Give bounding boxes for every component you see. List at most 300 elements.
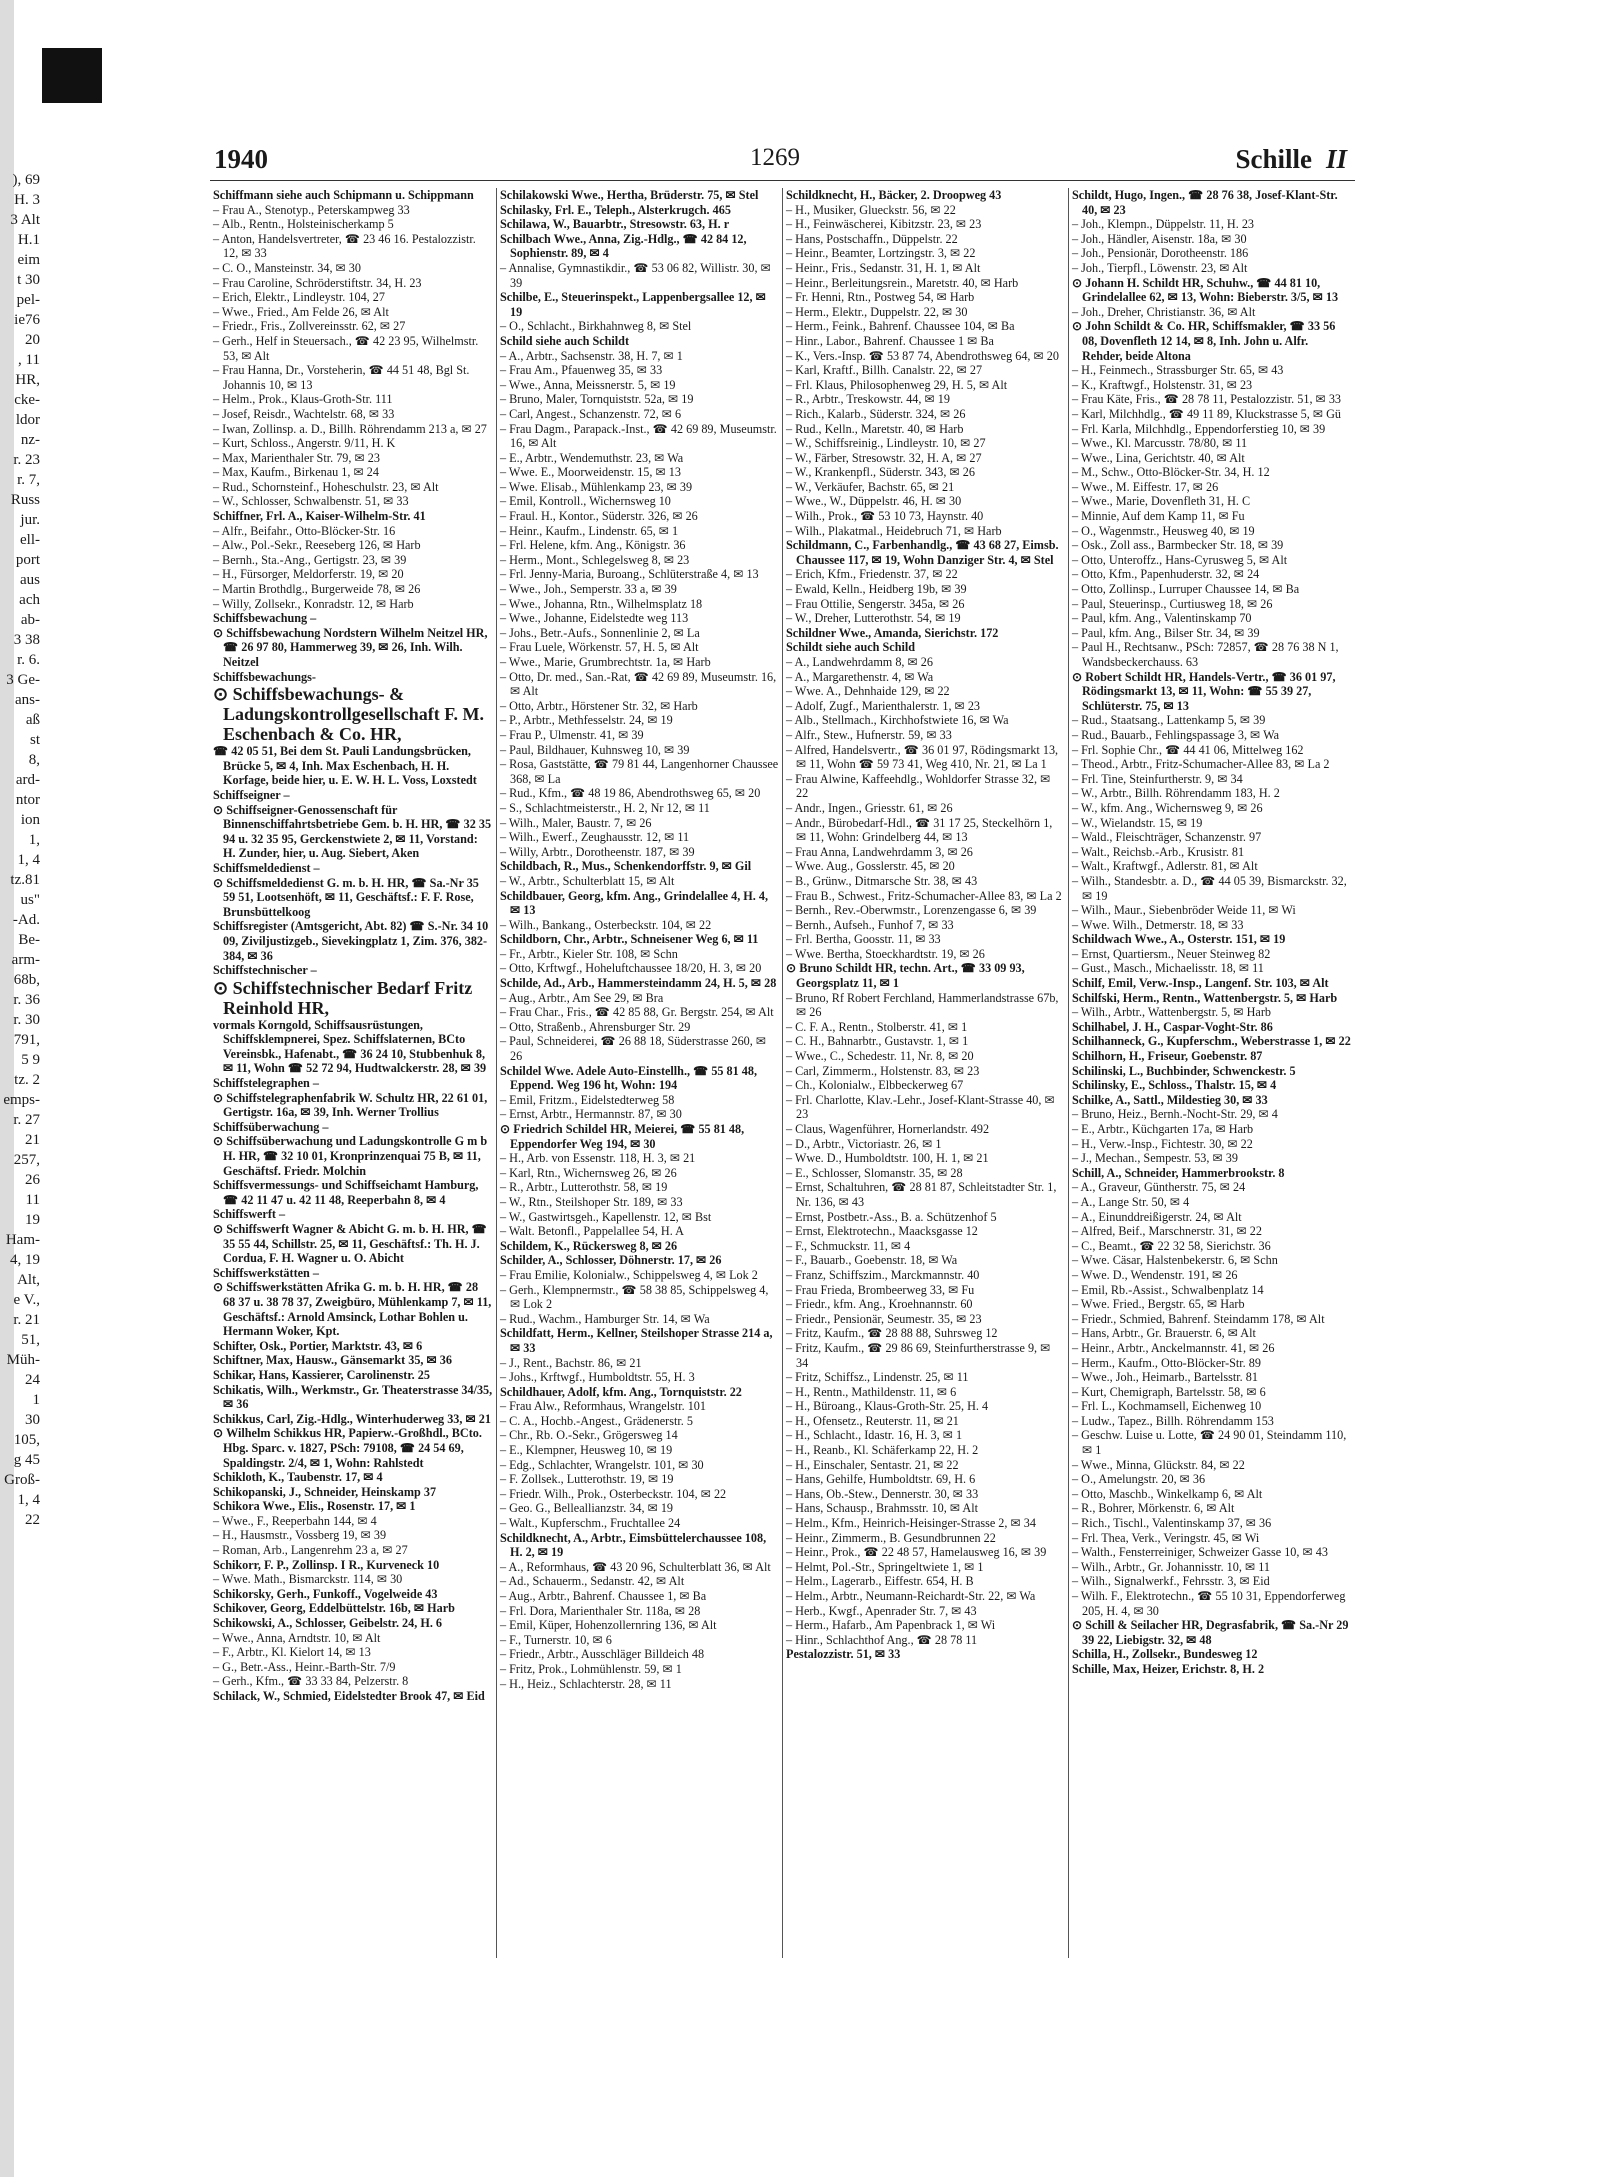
directory-entry: – Paul, kfm. Ang., Valentinskamp 70 xyxy=(1072,611,1252,626)
margin-fragment: Alt, xyxy=(17,1272,40,1288)
directory-entry: – H., Verw.-Insp., Fichtestr. 30, ✉ 22 xyxy=(1072,1136,1253,1151)
directory-entry: Schikowski, A., Schlosser, Geibelstr. 24, H. 6 xyxy=(213,1616,443,1631)
directory-entry: – Frau Anna, Landwehrdamm 3, ✉ 26 xyxy=(786,844,973,859)
margin-fragment: cke- xyxy=(14,392,40,408)
directory-entry: – Walt., Kraftwgf., Adlerstr. 81, ✉ Alt xyxy=(1072,859,1258,874)
margin-fragment: arm- xyxy=(11,952,40,968)
directory-entry: Schiffswerft – xyxy=(213,1207,286,1222)
directory-entry: – Fritz, Kaufm., ☎ 29 86 69, Steinfurtherstrasse 9, ✉ 34 xyxy=(786,1340,1051,1370)
directory-entry: – Wwe. Math., Bismarckstr. 114, ✉ 30 xyxy=(213,1572,403,1587)
margin-fragment: 3 Alt xyxy=(10,212,40,228)
directory-entry: – G., Betr.-Ass., Heinr.-Barth-Str. 7/9 xyxy=(213,1659,396,1674)
directory-entry: – Wwe. E., Moorweidenstr. 15, ✉ 13 xyxy=(500,465,681,480)
directory-entry: Schilawa, W., Bauarbtr., Stresowstr. 63, H. r xyxy=(500,217,730,232)
directory-entry: ⊙ Schiffswerft Wagner & Abicht G. m. b. H. HR, ☎ 35 55 44, Schillstr. 25, ✉ 11, Geschäftsf.: Th. H. J. Cordua, F. H. Wagner u. O. Abicht xyxy=(213,1222,487,1266)
directory-entry: – Walt. Betonfl., Pappelallee 54, H. A xyxy=(500,1224,684,1239)
directory-entry: – Wilh., Standesbtr. a. D., ☎ 44 05 39, Bismarckstr. 32, ✉ 19 xyxy=(1072,873,1347,903)
directory-entry: – Alw., Pol.-Sekr., Reeseberg 126, ✉ Harb xyxy=(213,538,421,553)
directory-entry: – Wilh., Maur., Siebenbröder Weide 11, ✉ Wi xyxy=(1072,903,1296,918)
margin-fragment: 4, 19 xyxy=(10,1252,40,1268)
directory-entry: Schiffsbewachung – xyxy=(213,611,317,626)
directory-entry: Schikorsky, Gerh., Funkoff., Vogelweide 43 xyxy=(213,1586,438,1601)
directory-entry: – Alfred, Handelsvertr., ☎ 36 01 97, Rödingsmarkt 13, ✉ 11, Wohn ☎ 59 73 41, Weg 410, Nr. 21, ✉ La 1 xyxy=(786,742,1059,772)
directory-entry: – Wwe. Elisab., Mühlenkamp 23, ✉ 39 xyxy=(500,479,693,494)
margin-fragment: e V., xyxy=(13,1292,40,1308)
directory-entry: – Carl, Angest., Schanzenstr. 72, ✉ 6 xyxy=(500,406,682,421)
directory-entry: – Helm., Arbtr., Neumann-Reichardt-Str. 22, ✉ Wa xyxy=(786,1589,1036,1603)
directory-entry: Schikover, Georg, Eddelbüttelstr. 16b, ✉ Harb xyxy=(213,1601,455,1616)
margin-fragment: ard- xyxy=(15,772,40,788)
directory-entry: – Franz, Schiffszim., Marckmannstr. 40 xyxy=(786,1267,980,1282)
directory-entry: Schiffstelegraphen – xyxy=(213,1076,319,1091)
directory-entry: ⊙ Schiffseigner-Genossenschaft für Binnenschiffahrtsbetriebe Gem. b. H. HR, ☎ 32 35 94 u. 32 35 95, Gerckenstwiete 2, ✉ 11, Vorstand: H. Zunder, hier, u. Aug. Siebert, Aken xyxy=(213,802,492,861)
directory-entry: – C. F. A., Rentn., Stolberstr. 41, ✉ 1 xyxy=(786,1019,968,1034)
directory-entry: – Ludw., Tapez., Billh. Röhrendamm 153 xyxy=(1072,1413,1274,1428)
directory-entry: – Wwe., Anna, Meissnerstr. 5, ✉ 19 xyxy=(500,377,676,392)
directory-entry: – Frau Alwine, Kaffeehdlg., Wohldorfer Strasse 32, ✉ 22 xyxy=(786,771,1051,801)
directory-entry: – Frl. Helene, kfm. Ang., Königstr. 36 xyxy=(500,538,686,553)
margin-fragment: 8, xyxy=(28,752,40,768)
directory-entry: – R., Arbtr., Treskowstr. 44, ✉ 19 xyxy=(786,392,950,407)
directory-entry: – H., Feinwäscherei, Kibitzstr. 23, ✉ 23 xyxy=(786,217,982,232)
directory-entry: – Emil, Küper, Hohenzollernring 136, ✉ Alt xyxy=(500,1618,717,1633)
directory-entry: – Friedr., kfm. Ang., Kroehnannstr. 60 xyxy=(786,1297,973,1312)
directory-entry: – Fr. Henni, Rtn., Postweg 54, ✉ Harb xyxy=(786,290,975,305)
directory-entry: – Fritz, Prok., Lohmühlenstr. 59, ✉ 1 xyxy=(500,1661,682,1676)
directory-entry: – Frl. L., Kochmamsell, Eichenweg 10 xyxy=(1072,1399,1262,1414)
margin-fragment: , 11 xyxy=(18,352,40,368)
directory-entry: – Osk., Zoll ass., Barmbecker Str. 18, ✉ 39 xyxy=(1072,538,1284,553)
directory-entry: – Emil, Kontroll., Wichernsweg 10 xyxy=(500,494,671,509)
directory-entry: – Frau Käte, Fris., ☎ 28 78 11, Pestalozzistr. 51, ✉ 33 xyxy=(1072,392,1342,407)
directory-entry: – H., Einschaler, Sentastr. 21, ✉ 22 xyxy=(786,1457,959,1472)
directory-entry: ⊙ Schiffsmeldedienst G. m. b. H. HR, ☎ Sa.-Nr 35 59 51, Lootsenhöft, ✉ 11, Geschäftsf.: F. F. Rose, Brunsbüttelkoog xyxy=(213,875,479,919)
margin-fragment: r. 7, xyxy=(17,472,40,488)
directory-entry: – A., Landwehrdamm 8, ✉ 26 xyxy=(786,655,933,669)
directory-entry: – D., Arbtr., Victoriastr. 26, ✉ 1 xyxy=(786,1136,942,1151)
directory-entry: – O., Schlacht., Birkhahnweg 8, ✉ Stel xyxy=(500,319,692,334)
directory-entry: Schiffmann siehe auch Schipmann u. Schippmann xyxy=(213,188,474,202)
directory-entry: – K., Vers.-Insp. ☎ 53 87 74, Abendrothsweg 64, ✉ 20 xyxy=(786,348,1059,363)
directory-entry: – F. Zollsek., Lutterothstr. 19, ✉ 19 xyxy=(500,1472,674,1487)
directory-entry: – Frl. Bertha, Goosstr. 11, ✉ 33 xyxy=(786,932,941,947)
directory-entry: – Frl. Dora, Marienthaler Str. 118a, ✉ 28 xyxy=(500,1603,701,1618)
margin-fragment: 68b, xyxy=(13,972,40,988)
margin-fragment: r. 6. xyxy=(17,652,40,668)
directory-entry: – W., Krankenpfl., Süderstr. 343, ✉ 26 xyxy=(786,465,975,480)
directory-entry: – Frl. Klaus, Philosophenweg 29, H. 5, ✉ Alt xyxy=(786,377,1008,392)
margin-fragment: 1 xyxy=(32,1392,40,1408)
margin-fragment: Russ xyxy=(10,492,40,508)
directory-entry: – C. O., Mansteinstr. 34, ✉ 30 xyxy=(213,260,361,275)
directory-entry: – Wilh., Maler, Baustr. 7, ✉ 26 xyxy=(500,815,652,830)
directory-entry: – S., Schlachtmeisterstr., H. 2, Nr 12, ✉ 11 xyxy=(500,800,710,815)
directory-entry: – Otto, Straßenb., Ahrensburger Str. 29 xyxy=(500,1019,691,1034)
directory-entry: – J., Mechan., Sempestr. 53, ✉ 39 xyxy=(1072,1151,1238,1166)
directory-entry: – Walth., Fensterreiniger, Schweizer Gasse 10, ✉ 43 xyxy=(1072,1545,1328,1560)
directory-entry: – Wwe. Bertha, Stoeckhardtstr. 19, ✉ 26 xyxy=(786,946,985,961)
directory-entry: Schiffseigner – xyxy=(213,787,290,802)
directory-entry: – Hinr., Labor., Bahrenf. Chaussee 1 ✉ Ba xyxy=(786,333,994,348)
directory-entry: – Frl. Charlotte, Klav.-Lehr., Josef-Klant-Strasse 40, ✉ 23 xyxy=(786,1092,1055,1122)
directory-entry: ⊙ Schiffswerkstätten Afrika G. m. b. H. HR, ☎ 28 68 37 u. 38 78 37, Zweigbüro, Mühlenkamp 7, ✉ 11, Geschäftsf.: Arnold Amsinck, Lothar Bohlen u. Hermann Woker, Kpt. xyxy=(213,1280,492,1339)
directory-column-4 xyxy=(1068,188,1354,1958)
directory-entry: – Walt., Kupferschm., Fruchtallee 24 xyxy=(500,1516,681,1531)
directory-entry: – Martin Brothdlg., Burgerweide 78, ✉ 26 xyxy=(213,582,421,597)
margin-fragment: 51, xyxy=(21,1332,40,1348)
margin-fragment: Groß- xyxy=(4,1472,40,1488)
directory-entry: Schilfski, Herm., Rentn., Wattenbergstr. 5, ✉ Harb xyxy=(1072,990,1338,1005)
directory-entry: – O., Amelungstr. 20, ✉ 36 xyxy=(1072,1472,1206,1487)
margin-fragment: nz- xyxy=(20,432,40,448)
directory-entry: – Theod., Arbtr., Fritz-Schumacher-Allee 83, ✉ La 2 xyxy=(1072,757,1330,772)
directory-entry: – Wwe., Marie, Grumbrechtstr. 1a, ✉ Harb xyxy=(500,655,711,669)
directory-entry: – O., Wagenmstr., Heusweg 40, ✉ 19 xyxy=(1072,523,1255,538)
margin-fragment: port xyxy=(15,552,40,568)
directory-entry: Schilf, Emil, Verw.-Insp., Langenf. Str. 103, ✉ Alt xyxy=(1072,976,1329,991)
directory-entry: – Wwe., F., Reeperbahn 144, ✉ 4 xyxy=(213,1513,377,1528)
directory-entry: – Rud., Kelln., Maretstr. 40, ✉ Harb xyxy=(786,421,964,436)
margin-fragment: emps- xyxy=(3,1092,40,1108)
directory-entry: Schikkus, Carl, Zig.-Hdlg., Winterhuderweg 33, ✉ 21 xyxy=(213,1411,491,1426)
directory-entry: Schildbach, R., Mus., Schenkendorffstr. 9, ✉ Gil xyxy=(500,859,752,874)
directory-entry: – Fraul. H., Kontor., Süderstr. 326, ✉ 26 xyxy=(500,509,698,524)
directory-entry: ⊙ Schiffsüberwachung und Ladungskontrolle G m b H. HR, ☎ 32 10 01, Kronprinzenquai 75 B, ✉ 11, Geschäftsf. Friedr. Molchin xyxy=(213,1134,488,1178)
margin-fragment: 21 xyxy=(25,1132,40,1148)
directory-entry: Schifter, Osk., Portier, Marktstr. 43, ✉ 6 xyxy=(213,1338,423,1353)
directory-entry: – F., Arbtr., Kl. Kielort 14, ✉ 13 xyxy=(213,1645,371,1660)
directory-entry: – Heinr., Kaufm., Lindenstr. 65, ✉ 1 xyxy=(500,523,679,538)
directory-entry: – Johs., Betr.-Aufs., Sonnenlinie 2, ✉ La xyxy=(500,625,700,640)
directory-entry: – W., kfm. Ang., Wichernsweg 9, ✉ 26 xyxy=(1072,800,1263,815)
directory-entry: – Heinr., Fris., Sedanstr. 31, H. 1, ✉ Alt xyxy=(786,260,981,275)
directory-entry: – Gerh., Helf in Steuersach., ☎ 42 23 95, Wilhelmstr. 53, ✉ Alt xyxy=(213,333,479,363)
directory-entry: – W., Rtn., Steilshoper Str. 189, ✉ 33 xyxy=(500,1194,683,1209)
directory-entry: – Johs., Krftwgf., Humboldtstr. 55, H. 3 xyxy=(500,1370,695,1385)
directory-entry: Schikopanski, J., Schneider, Heinskamp 37 xyxy=(213,1484,437,1499)
directory-entry: – A., Einunddreißigerstr. 24, ✉ Alt xyxy=(1072,1209,1242,1224)
margin-fragment: 257, xyxy=(13,1152,40,1168)
directory-entry: – Frl. Sophie Chr., ☎ 44 41 06, Mittelweg 162 xyxy=(1072,742,1304,757)
directory-entry: – Otto, Unteroffz., Hans-Cyrusweg 5, ✉ Alt xyxy=(1072,552,1288,567)
directory-entry: – A., Graveur, Güntherstr. 75, ✉ 24 xyxy=(1072,1180,1246,1195)
directory-entry: ⊙ Bruno Schildt HR, techn. Art., ☎ 33 09 93, Georgsplatz 11, ✉ 1 xyxy=(786,961,1025,991)
directory-entry: Schilke, A., Sattl., Mildestieg 30, ✉ 33 xyxy=(1072,1092,1268,1107)
directory-entry: Schilinsky, E., Schloss., Thalstr. 15, ✉ 4 xyxy=(1072,1078,1277,1093)
directory-entry: – Emil, Rb.-Assist., Schwalbenplatz 14 xyxy=(1072,1282,1264,1297)
margin-fragment: ion xyxy=(20,812,40,828)
directory-entry: – Ernst, Postbetr.-Ass., B. a. Schützenhof 5 xyxy=(786,1209,997,1224)
directory-entry: Schildhauer, Adolf, kfm. Ang., Tornquiststr. 22 xyxy=(500,1384,742,1399)
directory-column-1 xyxy=(210,188,496,1958)
directory-entry: – W., Färber, Stresowstr. 32, H. A, ✉ 27 xyxy=(786,450,982,465)
directory-entry: – Hans, Postschaffn., Düppelstr. 22 xyxy=(786,231,958,246)
directory-entry: Schildbauer, Georg, kfm. Ang., Grindelallee 4, H. 4, ✉ 13 xyxy=(500,888,769,918)
margin-fragment: r. 36 xyxy=(13,992,40,1008)
directory-entry: – K., Kraftwgf., Holstenstr. 31, ✉ 23 xyxy=(1072,377,1253,392)
directory-entry: – Willy, Arbtr., Dorotheenstr. 187, ✉ 39 xyxy=(500,844,695,859)
margin-fragment: r. 23 xyxy=(13,452,40,468)
directory-entry: – C., Beamt., ☎ 22 32 58, Sierichstr. 36 xyxy=(1072,1238,1271,1253)
margin-fragment: ldor xyxy=(15,412,40,428)
margin-fragment: pel- xyxy=(16,292,40,308)
directory-entry: – Herb., Kwgf., Apenrader Str. 7, ✉ 43 xyxy=(786,1603,977,1618)
directory-entry: – Herm., Feink., Bahrenf. Chaussee 104, ✉ Ba xyxy=(786,319,1015,334)
directory-entry: – Rud., Staatsang., Lattenkamp 5, ✉ 39 xyxy=(1072,713,1266,728)
directory-entry: – E., Arbtr., Küchgarten 17a, ✉ Harb xyxy=(1072,1122,1254,1136)
margin-fragment: r. 30 xyxy=(13,1012,40,1028)
directory-entry: – Alfr., Beifahr., Otto-Blöcker-Str. 16 xyxy=(213,523,396,538)
directory-entry: – Wwe., Lina, Gerichtstr. 40, ✉ Alt xyxy=(1072,450,1245,465)
directory-entry: – Annalise, Gymnastikdir., ☎ 53 06 82, Willistr. 30, ✉ 39 xyxy=(500,260,771,290)
directory-entry: – Paul, Bildhauer, Kuhnsweg 10, ✉ 39 xyxy=(500,742,690,757)
directory-entry: – Ernst, Arbtr., Hermannstr. 87, ✉ 30 xyxy=(500,1107,682,1122)
directory-entry: – Josef, Reisdr., Wachtelstr. 68, ✉ 33 xyxy=(213,406,395,421)
directory-entry: – Fritz, Schiffsz., Lindenstr. 25, ✉ 11 xyxy=(786,1370,969,1385)
directory-entry: – Wwe., C., Schedestr. 11, Nr. 8, ✉ 20 xyxy=(786,1049,974,1064)
directory-entry: – Wwe., Minna, Glückstr. 84, ✉ 22 xyxy=(1072,1457,1245,1472)
directory-entry: – C. H., Bahnarbtr., Gustavstr. 1, ✉ 1 xyxy=(786,1034,969,1049)
directory-entry: – Joh., Pensionär, Dorotheenstr. 186 xyxy=(1072,246,1249,261)
directory-entry: – Heinr., Arbtr., Anckelmannstr. 41, ✉ 26 xyxy=(1072,1340,1275,1355)
directory-entry: – Roman, Arb., Langenrehm 23 a, ✉ 27 xyxy=(213,1543,408,1558)
directory-entry: – J., Rent., Bachstr. 86, ✉ 21 xyxy=(500,1355,642,1370)
directory-entry: – Kurt, Schloss., Angerstr. 9/11, H. K xyxy=(213,436,396,451)
directory-entry: – Alb., Stellmach., Kirchhofstwiete 16, ✉ Wa xyxy=(786,713,1009,728)
directory-entry: Schilder, A., Schlosser, Döhnerstr. 17, ✉ 26 xyxy=(500,1253,722,1268)
directory-entry: – Carl, Zimmerm., Holstenstr. 83, ✉ 23 xyxy=(786,1063,980,1078)
margin-fragment: st xyxy=(29,732,40,748)
directory-entry: – H., Reanb., Kl. Schäferkamp 22, H. 2 xyxy=(786,1443,979,1458)
margin-fragment: 22 xyxy=(25,1512,40,1528)
directory-entry: Schilasky, Frl. E., Teleph., Alsterkrugch. 465 xyxy=(500,202,731,217)
directory-entry: – Wwe., Kl. Marcusstr. 78/80, ✉ 11 xyxy=(1072,436,1248,451)
directory-entry: – H., Fürsorger, Meldorferstr. 19, ✉ 20 xyxy=(213,567,404,582)
directory-entry: ⊙ Schill & Seilacher HR, Degrasfabrik, ☎ Sa.-Nr 29 39 22, Liebigstr. 32, ✉ 48 xyxy=(1072,1618,1349,1647)
directory-entry: – Iwan, Zollinsp. a. D., Billh. Röhrendamm 213 a, ✉ 27 xyxy=(213,421,487,436)
directory-entry: ⊙ Friedrich Schildel HR, Meierei, ☎ 55 81 48, Eppendorfer Weg 194, ✉ 30 xyxy=(500,1122,745,1151)
directory-entry: – M., Schw., Otto-Blöcker-Str. 34, H. 12 xyxy=(1072,465,1270,480)
directory-entry: – Alfred, Beif., Marschnerstr. 31, ✉ 22 xyxy=(1072,1224,1262,1239)
directory-entry: – Frau P., Ulmenstr. 41, ✉ 39 xyxy=(500,727,644,742)
directory-entry: – Wwe., Joh., Semperstr. 33 a, ✉ 39 xyxy=(500,582,677,597)
directory-entry: – Frau Emilie, Kolonialw., Schippelsweg 4, ✉ Lok 2 xyxy=(500,1267,758,1282)
directory-entry: – F., Schmuckstr. 11, ✉ 4 xyxy=(786,1238,911,1253)
directory-entry: – Frl. Thea, Verk., Veringstr. 45, ✉ Wi xyxy=(1072,1530,1260,1545)
directory-entry: – E., Schlosser, Slomanstr. 35, ✉ 28 xyxy=(786,1165,963,1180)
directory-entry: Schilhabel, J. H., Caspar-Voght-Str. 86 xyxy=(1072,1019,1273,1034)
directory-entry: – Wwe. Aug., Gosslerstr. 45, ✉ 20 xyxy=(786,859,955,874)
directory-entry: – Helm., Lagerarb., Eiffestr. 654, H. B xyxy=(786,1574,974,1589)
directory-entry: Schild siehe auch Schildt xyxy=(500,333,630,348)
directory-entry: Schildborn, Chr., Arbtr., Schneisener Weg 6, ✉ 11 xyxy=(500,932,759,947)
directory-entry: ⊙ Robert Schildt HR, Handels-Vertr., ☎ 36 01 97, Rödingsmarkt 13, ✉ 11, Wohn: ☎ 55 39 27, Schlüterstr. 75, ✉ 13 xyxy=(1072,669,1336,713)
directory-entry: – F., Turnerstr. 10, ✉ 6 xyxy=(500,1632,612,1647)
directory-entry: – P., Arbtr., Methfesselstr. 24, ✉ 19 xyxy=(500,713,673,728)
directory-entry: – Karl, Rtn., Wichernsweg 26, ✉ 26 xyxy=(500,1165,677,1180)
margin-fragment: tz.81 xyxy=(10,872,40,888)
directory-entry: – Gerh., Kfm., ☎ 33 33 84, Pelzerstr. 8 xyxy=(213,1674,409,1689)
directory-entry: – Paul, Schneiderei, ☎ 26 88 18, Süderstrasse 260, ✉ 26 xyxy=(500,1034,767,1064)
directory-entry: – Bernh., Rev.-Oberwmstr., Lorenzengasse 6, ✉ 39 xyxy=(786,903,1037,918)
directory-entry: – Anton, Handelsvertreter, ☎ 23 46 16. Pestalozzistr. 12, ✉ 33 xyxy=(213,231,476,261)
directory-entry: – Frau Am., Pfauenweg 35, ✉ 33 xyxy=(500,363,663,378)
directory-entry: – Aug., Arbtr., Bahrenf. Chaussee 1, ✉ Ba xyxy=(500,1589,707,1603)
margin-fragment: 24 xyxy=(25,1372,40,1388)
margin-fragment: 1, 4 xyxy=(17,1492,40,1508)
directory-entry: – H., Feinmech., Strassburger Str. 65, ✉ 43 xyxy=(1072,363,1284,378)
margin-fragment: 791, xyxy=(13,1032,40,1048)
directory-entry: – Joh., Händler, Aisenstr. 18a, ✉ 30 xyxy=(1072,231,1247,246)
directory-entry: – Otto, Kfm., Papenhuderstr. 32, ✉ 24 xyxy=(1072,567,1260,582)
directory-entry: – Rud., Bauarb., Fehlingspassage 3, ✉ Wa xyxy=(1072,727,1280,742)
directory-entry: – W., Arbtr., Billh. Röhrendamm 183, H. 2 xyxy=(1072,786,1280,801)
directory-entry: Schilakowski Wwe., Hertha, Brüderstr. 75, ✉ Stel xyxy=(500,188,759,202)
directory-entry: – Frl. Tine, Steinfurtherstr. 9, ✉ 34 xyxy=(1072,771,1243,786)
directory-entry: – Willy, Zollsekr., Konradstr. 12, ✉ Harb xyxy=(213,596,414,611)
directory-entry: Schildel Wwe. Adele Auto-Einstellh., ☎ 55 81 48, Eppend. Weg 196 ht, Wohn: 194 xyxy=(500,1063,758,1093)
margin-fragment: 26 xyxy=(25,1172,40,1188)
directory-entry: – Friedr. Wilh., Prok., Osterbeckstr. 104, ✉ 22 xyxy=(500,1486,727,1501)
directory-entry: Schilla, H., Zollsekr., Bundesweg 12 xyxy=(1072,1647,1258,1662)
directory-entry: – Friedr., Fris., Zollvereinsstr. 62, ✉ 27 xyxy=(213,319,406,334)
directory-entry: – Emil, Fritzm., Eidelstedterweg 58 xyxy=(500,1092,675,1107)
directory-entry: Schiftner, Max, Hausw., Gänsemarkt 35, ✉ 36 xyxy=(213,1353,452,1368)
directory-entry: – R., Arbtr., Lutterothstr. 58, ✉ 19 xyxy=(500,1180,668,1195)
directory-entry: – A., Reformhaus, ☎ 43 20 96, Schulterblatt 36, ✉ Alt xyxy=(500,1559,771,1574)
directory-entry: – Wwe. D., Humboldtstr. 100, H. 1, ✉ 21 xyxy=(786,1151,989,1166)
directory-entry: – A., Arbtr., Sachsenstr. 38, H. 7, ✉ 1 xyxy=(500,348,683,363)
directory-entry: – Paul H., Rechtsanw., PSch: 72857, ☎ 28 76 38 N 1, Wandsbeckerchauss. 63 xyxy=(1072,640,1339,669)
directory-entry: Schiffstechnischer – xyxy=(213,963,317,978)
directory-entry: – Wwe., Fried., Am Felde 26, ✉ Alt xyxy=(213,304,389,319)
directory-entry: – Max, Marienthaler Str. 79, ✉ 23 xyxy=(213,450,380,465)
directory-entry: – Hinr., Schlachthof Ang., ☎ 28 78 11 xyxy=(786,1632,978,1647)
directory-entry: – Wwe., Johanna, Rtn., Wilhelmsplatz 18 xyxy=(500,596,703,611)
directory-entry: – Wwe. D., Wendenstr. 191, ✉ 26 xyxy=(1072,1267,1238,1282)
directory-entry: – Chr., Rb. O.-Sekr., Grögersweg 14 xyxy=(500,1428,678,1443)
directory-entry: – Friedr., Schmied, Bahrenf. Steindamm 178, ✉ Alt xyxy=(1072,1311,1325,1326)
directory-entry: – Wwe., Johanne, Eidelstedte weg 113 xyxy=(500,611,689,626)
directory-entry: Schiffsüberwachung – xyxy=(213,1119,329,1134)
directory-page xyxy=(210,140,1355,1960)
margin-fragment: Ham- xyxy=(5,1232,40,1248)
directory-entry: Schikloth, K., Taubenstr. 17, ✉ 4 xyxy=(213,1470,383,1485)
directory-entry: – W., Schlosser, Schwalbenstr. 51, ✉ 33 xyxy=(213,494,409,509)
directory-entry: Schilinski, L., Buchbinder, Schwenckestr. 5 xyxy=(1072,1063,1296,1078)
directory-entry: – Hans, Gehilfe, Humboldtstr. 69, H. 6 xyxy=(786,1472,976,1487)
header-year: 1940 xyxy=(214,144,268,174)
directory-entry: Pestalozzistr. 51, ✉ 33 xyxy=(786,1647,901,1662)
directory-entry: – Rosa, Gaststätte, ☎ 79 81 44, Langenhorner Chaussee 368, ✉ La xyxy=(500,757,779,786)
directory-entry: – Frau Dagm., Parapack.-Inst., ☎ 42 69 89, Museumstr. 16, ✉ Alt xyxy=(500,421,777,451)
directory-entry: – Rich., Tischl., Valentinskamp 37, ✉ 36 xyxy=(1072,1516,1272,1531)
margin-fragment: 105, xyxy=(13,1432,40,1448)
directory-entry: – Frau Luele, Wörkenstr. 57, H. 5, ✉ Alt xyxy=(500,640,699,655)
running-title-name: Schille xyxy=(1235,144,1312,174)
directory-entry: Schiffsmeldedienst – xyxy=(213,860,320,875)
directory-entry: – Alb., Rentn., Holsteinischerkamp 5 xyxy=(213,217,394,232)
directory-entry: – Hans, Ob.-Stew., Dennerstr. 30, ✉ 33 xyxy=(786,1486,979,1501)
directory-entry: Schildfatt, Herm., Kellner, Steilshoper Strasse 214 a, ✉ 33 xyxy=(500,1326,773,1355)
directory-entry: – Otto, Arbtr., Hörstener Str. 32, ✉ Harb xyxy=(500,698,698,713)
directory-entry: – Kurt, Chemigraph, Bartelsstr. 58, ✉ 6 xyxy=(1072,1384,1266,1399)
directory-entry: – Wwe., W., Düppelstr. 46, H. ✉ 30 xyxy=(786,494,962,509)
margin-fragment: 1, xyxy=(28,832,40,848)
directory-entry: – Rud., Kfm., ☎ 48 19 86, Abendrothsweg 65, ✉ 20 xyxy=(500,786,761,801)
directory-entry: Schilde, Ad., Arb., Hammersteindamm 24, H. 5, ✉ 28 xyxy=(500,976,777,991)
directory-entry: – Herm., Hafarb., Am Papenbrack 1, ✉ Wi xyxy=(786,1618,996,1633)
directory-entry: Schilhanneck, G., Kupferschm., Weberstrasse 1, ✉ 22 xyxy=(1072,1034,1351,1049)
directory-entry: – C. A., Hochb.-Angest., Grädenerstr. 5 xyxy=(500,1413,693,1428)
directory-entry: Schildmann, C., Farbenhandlg., ☎ 43 68 27, Eimsb. Chaussee 117, ✉ 19, Wohn Danziger Str. 4, ✉ Stel xyxy=(786,538,1059,567)
directory-entry: – Geo. G., Belleallianzstr. 34, ✉ 19 xyxy=(500,1501,674,1516)
directory-entry: – Wwe. Fried., Bergstr. 65, ✉ Harb xyxy=(1072,1297,1245,1312)
directory-entry: – W., Dreher, Lutterothstr. 54, ✉ 19 xyxy=(786,611,961,626)
margin-fragment: jur. xyxy=(20,512,40,528)
directory-entry: – Ch., Kolonialw., Elbbeckerweg 67 xyxy=(786,1078,964,1093)
directory-entry: – Frau A., Stenotyp., Peterskampweg 33 xyxy=(213,202,410,217)
directory-entry: – Hans, Schausp., Brahmsstr. 10, ✉ Alt xyxy=(786,1501,979,1516)
directory-entry: – Wilh., Prok., ☎ 53 10 73, Haynstr. 40 xyxy=(786,509,984,524)
margin-fragment: ab- xyxy=(20,612,40,628)
directory-entry: – Paul, Steuerinsp., Curtiusweg 18, ✉ 26 xyxy=(1072,596,1273,611)
directory-entry: – Rich., Kalarb., Süderstr. 324, ✉ 26 xyxy=(786,406,966,421)
header-page-number: 1269 xyxy=(750,144,800,171)
directory-entry: – Helm., Kfm., Heinrich-Heisinger-Strasse 2, ✉ 34 xyxy=(786,1516,1036,1531)
directory-entry: – Ernst, Quartiersm., Neuer Steinweg 82 xyxy=(1072,946,1271,961)
directory-entry: ⊙ Schiffstelegraphenfabrik W. Schultz HR, 22 61 01, Gertigstr. 16a, ✉ 39, Inh. Werner Trollius xyxy=(213,1090,488,1120)
directory-entry: – Wilh., Bankang., Osterbeckstr. 104, ✉ 22 xyxy=(500,917,712,932)
directory-entry: – Frau Ottilie, Sengerstr. 345a, ✉ 26 xyxy=(786,596,965,611)
directory-entry: – Gerh., Klempnermstr., ☎ 58 38 85, Schippelsweg 4, ✉ Lok 2 xyxy=(500,1282,769,1312)
directory-entry: – Heinr., Zimmerm., B. Gesundbrunnen 22 xyxy=(786,1530,996,1545)
directory-entry: – Karl, Milchhdlg., ☎ 49 11 89, Kluckstrasse 5, ✉ Gü xyxy=(1072,406,1341,421)
margin-fragment: eim xyxy=(17,252,40,268)
margin-fragment: Müh- xyxy=(6,1352,40,1368)
margin-fragment: 5 9 xyxy=(21,1052,40,1068)
directory-entry: ⊙ Schiffstechnischer Bedarf Fritz Reinhold HR, xyxy=(213,977,473,1018)
directory-entry: Schiffswerkstätten – xyxy=(213,1265,319,1280)
directory-entry: – Frl. Karla, Milchhdlg., Eppendorferstieg 10, ✉ 39 xyxy=(1072,421,1326,436)
header-running-title xyxy=(1235,144,1347,175)
directory-entry: – R., Bohrer, Mörkenstr. 6, ✉ Alt xyxy=(1072,1501,1235,1516)
directory-entry: ⊙ Schiffsbewachung Nordstern Wilhelm Neitzel HR, ☎ 26 97 80, Hammerweg 39, ✉ 26, Inh. Wilh. Neitzel xyxy=(213,625,488,669)
directory-entry: – Wwe., Joh., Heimarb., Bartelsstr. 81 xyxy=(1072,1370,1258,1385)
directory-entry: – Alfr., Stew., Hufnerstr. 59, ✉ 33 xyxy=(786,727,952,742)
directory-entry: Schikar, Hans, Kassierer, Carolinenstr. 25 xyxy=(213,1367,430,1382)
directory-entry: – Frau Caroline, Schröderstiftstr. 34, H. 23 xyxy=(213,275,422,290)
directory-entry: – Joh., Klempn., Düppelstr. 11, H. 23 xyxy=(1072,217,1255,232)
margin-fragment: r. 21 xyxy=(13,1312,40,1328)
directory-entry: – Friedr., Arbtr., Ausschläger Billdeich 48 xyxy=(500,1647,705,1662)
directory-entry: – Bernh., Sta.-Ang., Gertigstr. 23, ✉ 39 xyxy=(213,552,407,567)
directory-entry: – Joh., Dreher, Christianstr. 36, ✉ Alt xyxy=(1072,304,1256,319)
directory-entry: Schildknecht, A., Arbtr., Eimsbüttelerchaussee 108, H. 2, ✉ 19 xyxy=(500,1530,767,1560)
directory-entry: – Bruno, Maler, Tornquiststr. 52a, ✉ 19 xyxy=(500,392,694,407)
margin-fragment: -Ad. xyxy=(12,912,40,928)
directory-entry: – Heinr., Prok., ☎ 22 48 57, Hamelausweg 16, ✉ 39 xyxy=(786,1545,1047,1560)
directory-entry: – Heinr., Berleitungsrein., Maretstr. 40, ✉ Harb xyxy=(786,275,1019,290)
directory-entry: – Frau Frieda, Brombeerweg 33, ✉ Fu xyxy=(786,1282,975,1297)
margin-fragment: HR, xyxy=(15,372,40,388)
directory-entry: – W., Schiffsreinig., Lindleystr. 10, ✉ 27 xyxy=(786,436,986,451)
directory-entry: – A., Lange Str. 50, ✉ 4 xyxy=(1072,1194,1190,1209)
directory-entry: – Karl, Kraftf., Billh. Canalstr. 22, ✉ 27 xyxy=(786,363,983,378)
directory-entry: Schilbach Wwe., Anna, Zig.-Hdlg., ☎ 42 84 12, Sophienstr. 89, ✉ 4 xyxy=(500,231,747,261)
margin-fragment: 1, 4 xyxy=(17,852,40,868)
directory-entry: – Wilh., Ewerf., Zeughausstr. 12, ✉ 11 xyxy=(500,830,690,845)
